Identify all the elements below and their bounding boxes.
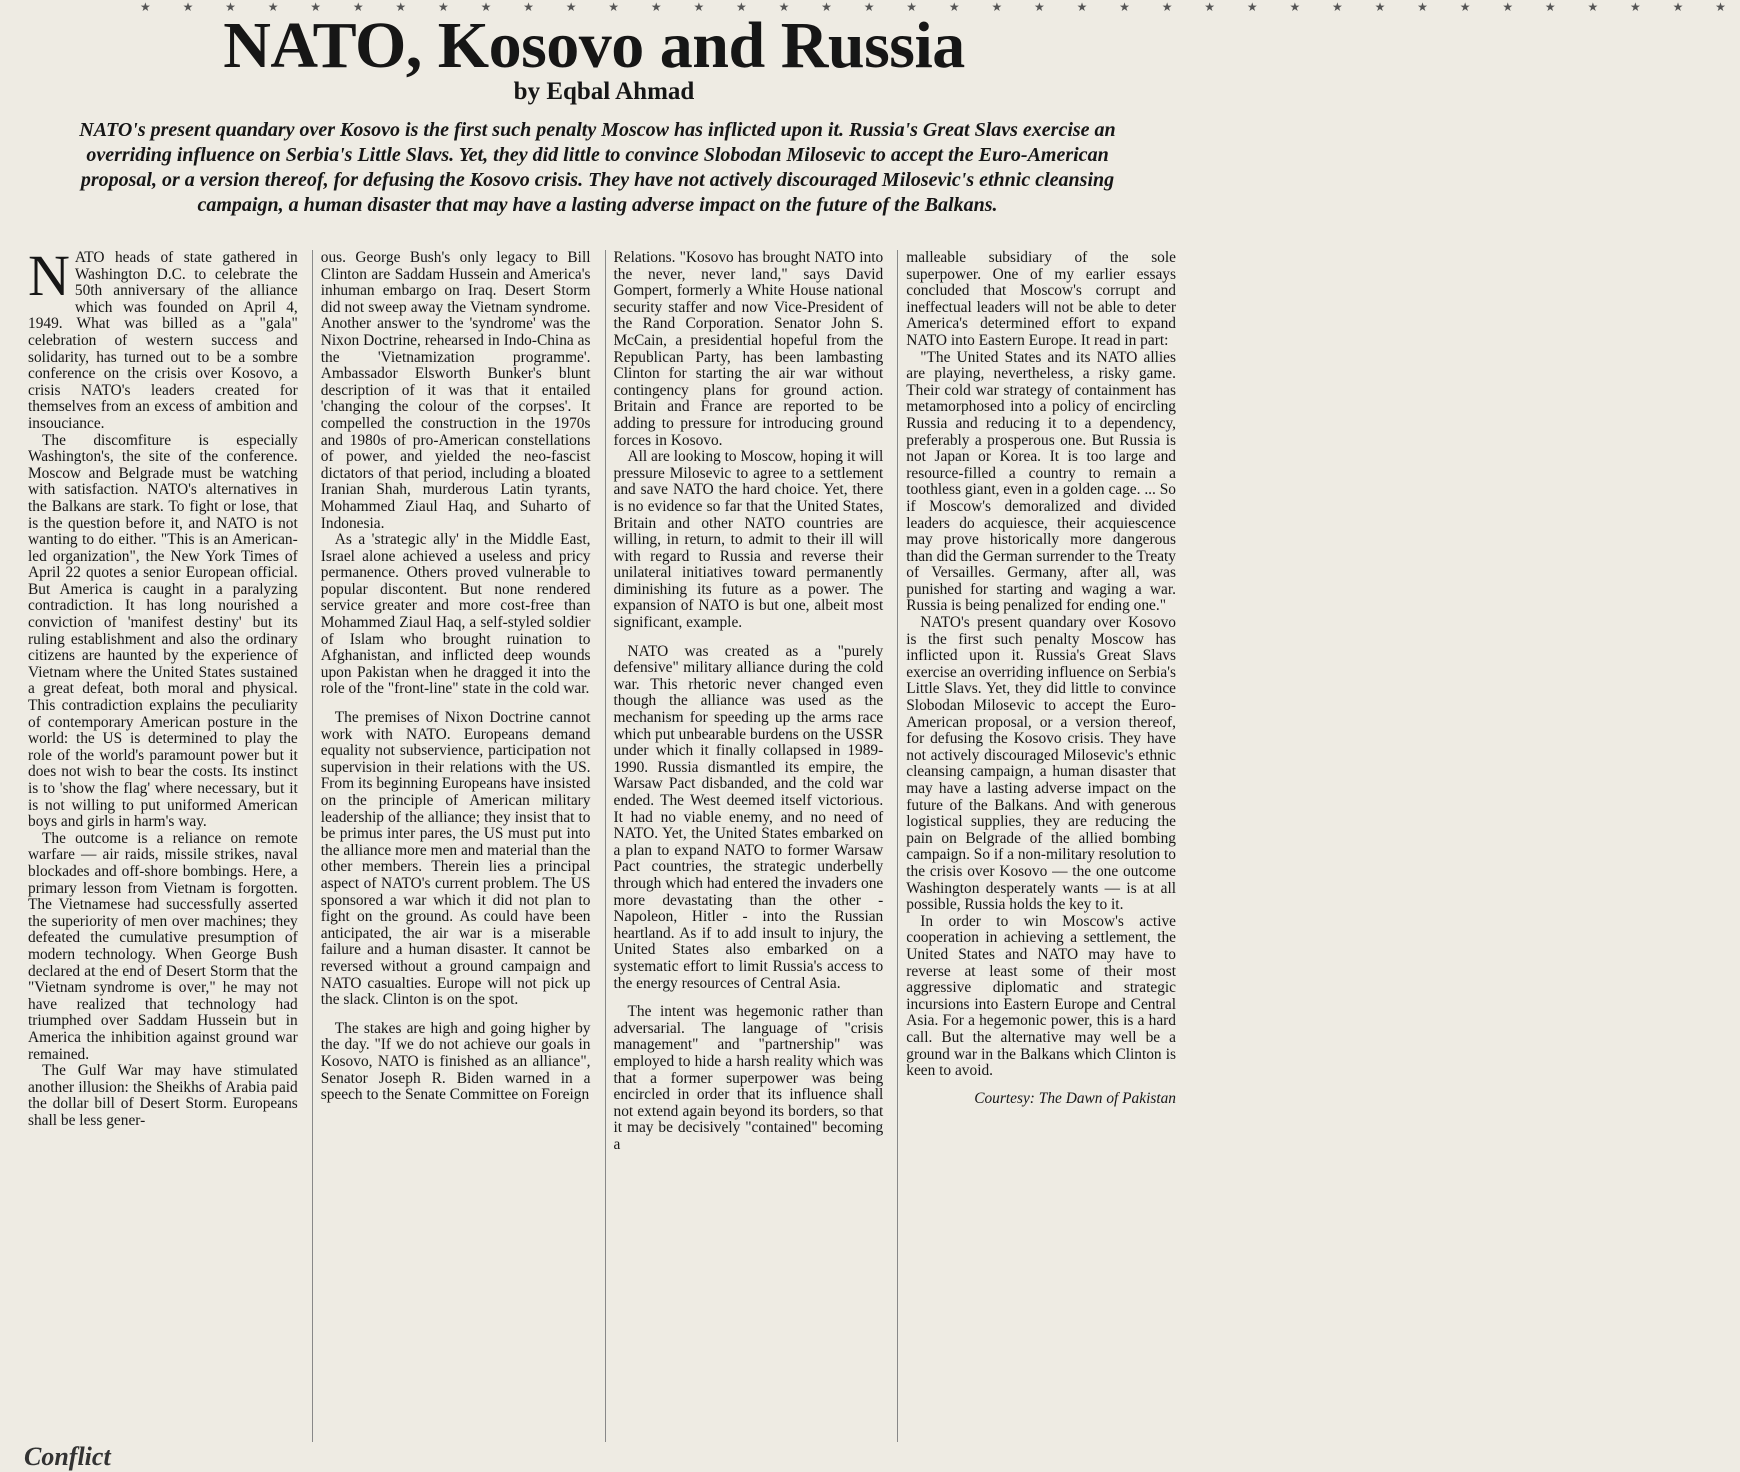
column-1	[28, 243, 298, 1442]
paragraph: NATO was created as a "purely defensive" military alliance during the cold war. This rhetoric never changed even though the alliance was used as the mechanism for speeding up the arms race which put unbearable burdens on the USSR under which it finally collapsed in 1989-1990. Russia dismantled its empire, the Warsaw Pact disbanded, and the cold war ended. The West deemed itself victorious. It had no viable enemy, and no need of NATO. Yet, the United States embarked on a plan to expand NATO to former Warsaw Pact countries, the strategic underbelly through which had entered the invaders one more devastating than the other - Napoleon, Hitler - into the Russian heartland. As if to add insult to injury, the United States also embarked on a systematic effort to limit Russia's access to the energy resources of Central Asia.	[613, 642, 884, 992]
paragraph: NATO heads of state gathered in Washington D.C. to celebrate the 50th anniversary of the alliance which was founded on April 4, 1949. What was billed as a "gala" celebration of western success and solidarity, has turned out to be a sombre conference on the crisis over Kosovo, a crisis NATO's leaders created for themselves from an excess of ambition and insouciance.	[28, 243, 298, 432]
next-article-headline-fragment: Conflict	[24, 1442, 111, 1471]
byline: by Eqbal Ahmad	[513, 78, 695, 105]
article-body	[28, 243, 1176, 1442]
paragraph: The stakes are high and going higher by the day. "If we do not achieve our goals in Kosovo, NATO is finished as an alliance", Senator Joseph R. Biden warned in a speech to the Senate Committee on Foreign	[320, 1019, 591, 1104]
paragraph: The intent was hegemonic rather than adversarial. The language of "crisis management" and "partnership" was employed to hide a harsh reality which was that a former superpower was being encircled in order that its influence shall not extend again beyond its borders, so that it may be decisively "contained" becoming a	[613, 1003, 884, 1153]
column-4	[897, 250, 1176, 1442]
paragraph: ous. George Bush's only legacy to Bill Clinton are Saddam Hussein and America's inhuman embargo on Iraq. Desert Storm did not sweep away the Vietnam syndrome. Another answer to the 'syndrome' was the Nixon Doctrine, rehearsed in Indo-China as the 'Vietnamization programme'. Ambassador Elsworth Bunker's blunt description of it was that it entailed 'changing the colour of the corpses'. It compelled the construction in the 1970s and 1980s of pro-American constellations of power, and yielded the neo-fascist dictators of that period, including a bloated Iranian Shah, murderous Latin tyrants, Mohammed Ziaul Haq, and Suharto of Indonesia.	[320, 249, 591, 532]
headline: NATO, Kosovo and Russia	[223, 9, 965, 82]
paragraph: The Gulf War may have stimulated another illusion: the Sheikhs of Arabia paid the dollar bill of Desert Storm. Europeans shall be less gener-	[28, 1062, 298, 1129]
paragraph: All are looking to Moscow, hoping it will pressure Milosevic to agree to a settlement and save NATO the hard choice. Yet, there is no evidence so far that the United States, Britain and other NATO countries are willing, in return, to admit to their ill will with regard to Russia and reverse their unilateral initiatives toward permanently diminishing its future as a power. The expansion of NATO is but one, albeit most significant, example.	[613, 448, 884, 632]
paragraph: malleable subsidiary of the sole superpower. One of my earlier essays concluded that Moscow's corrupt and ineffectual leaders will not be able to deter America's determined effort to expand NATO into Eastern Europe. It read in part:	[906, 249, 1176, 349]
star-border: ★ ★ ★ ★ ★ ★ ★ ★ ★ ★ ★ ★ ★ ★ ★ ★ ★ ★ ★ ★ ★ ★ ★ ★ ★ ★ ★ ★ ★ ★ ★ ★ ★ ★ ★ ★ ★ ★	[140, 0, 1740, 14]
paragraph: The outcome is a reliance on remote warfare — air raids, missile strikes, naval blockades and off-shore bombings. Here, a primary lesson from Vietnam is forgotten. The Vietnamese had successfully asserted the superiority of men over machines; they defeated the cumulative presumption of modern technology. When George Bush declared at the end of Desert Storm that the "Vietnam syndrome is over," he may not have realized that technology had triumphed over Saddam Hussein but in America the inhibition against ground war remained.	[28, 829, 298, 1063]
deck-summary: NATO's present quandary over Kosovo is the first such penalty Moscow has inflicted upon it. Russia's Great Slavs exercise an overriding influence on Serbia's Little Slavs. Yet, they did little to convince Slobodan Milosevic to accept the Euro-American proposal, or a version thereof, for defusing the Kosovo crisis. They have not actively discouraged Milosevic's ethnic cleansing campaign, a human disaster that may have a lasting adverse impact on the future of the Balkans.	[79, 119, 1116, 216]
paragraph: NATO's present quandary over Kosovo is the first such penalty Moscow has inflicted upon it. Russia's Great Slavs exercise an overriding influence on Serbia's Little Slavs. Yet, they did little to convince Slobodan Milosevic to accept the Euro-American proposal, or a version thereof, for defusing the Kosovo crisis. They have not actively discouraged Milosevic's ethnic cleansing campaign, a human disaster that may have a lasting adverse impact on the future of the Balkans. And with generous logistical supplies, they are reducing the pain on Belgrade of the allied bombing campaign. So if a non-military resolution to the crisis over Kosovo — the one outcome Washington desperately wants — is at all possible, Russia holds the key to it.	[906, 614, 1176, 914]
column-2	[312, 250, 591, 1442]
drop-cap: N	[28, 243, 70, 308]
paragraph: Relations. "Kosovo has brought NATO into the never, never land," says David Gompert, formerly a White House national security staffer and now Vice-President of the Rand Corporation. Senator John S. McCain, a presidential hopeful from the Republican Party, has been lambasting Clinton for starting the air war without contingency plans for ground action. Britain and France are reported to be adding to pressure for introducing ground forces in Kosovo.	[613, 249, 884, 449]
paragraph: The premises of Nixon Doctrine cannot work with NATO. Europeans demand equality not subservience, participation not supervision in their relations with the US. From its beginning Europeans have insisted on the principle of American military leadership of the alliance; they insist that to be primus inter pares, the US must put into the alliance more men and material than the other members. Therein lies a principal aspect of NATO's current problem. The US sponsored a war which it did not plan to fight on the ground. As could have been anticipated, the air war is a miserable failure and a human disaster. It cannot be reversed without a ground campaign and NATO casualties. Europe will not pick up the slack. Clinton is on the spot.	[320, 709, 591, 1009]
paragraph: In order to win Moscow's active cooperation in achieving a settlement, the United States and NATO may have to reverse at least some of their most aggressive diplomatic and strategic incursions into Eastern Europe and Central Asia. For a hegemonic power, this is a hard call. But the alternative may well be a ground war in the Balkans which Clinton is keen to avoid.	[906, 912, 1176, 1080]
paragraph: As a 'strategic ally' in the Middle East, Israel alone achieved a useless and pricy permanence. Others proved vulnerable to popular discontent. But none rendered service greater and more cost-free than Mohammed Ziaul Haq, a self-styled soldier of Islam who brought ruination to Afghanistan, and inflicted deep wounds upon Pakistan when he dragged it into the role of the "front-line" state in the cold war.	[320, 531, 591, 698]
paragraph: "The United States and its NATO allies are playing, nevertheless, a risky game. Their cold war strategy of containment has metamorphosed into a policy of encircling Russia and reducing it to a dependency, preferably a prosperous one. But Russia is not Japan or Korea. It is too large and resource-filled a country to remain a toothless giant, even in a golden cage. ... So if Moscow's demoralized and divided leaders do acquiesce, their acquiescence may prove historically more dangerous than did the German surrender to the Treaty of Versailles. Germany, after all, was punished for starting and waging a war. Russia is being penalized for ending one."	[906, 348, 1176, 615]
source-credit: Courtesy: The Dawn of Pakistan	[974, 1089, 1176, 1107]
paragraph: The discomfiture is especially Washington's, the site of the conference. Moscow and Belgrade must be watching with satisfaction. NATO's alternatives in the Balkans are stark. To fight or lose, that is the question before it, and NATO is not wanting to do either. "This is an American-led organization", the New York Times of April 22 quotes a senior European official. But America is caught in a paralyzing contradiction. It has long nourished a conviction of 'manifest destiny' but its ruling establishment and also the ordinary citizens are haunted by the experience of Vietnam where the United States sustained a great defeat, both moral and physical. This contradiction explains the peculiarity of contemporary American posture in the world: the US is determined to play the role of the world's paramount power but it does not wish to bear the costs. Its instinct is to 'show the flag' where necessary, but it is not willing to put uniformed American boys and girls in harm's way.	[28, 431, 298, 831]
column-3	[605, 250, 884, 1442]
